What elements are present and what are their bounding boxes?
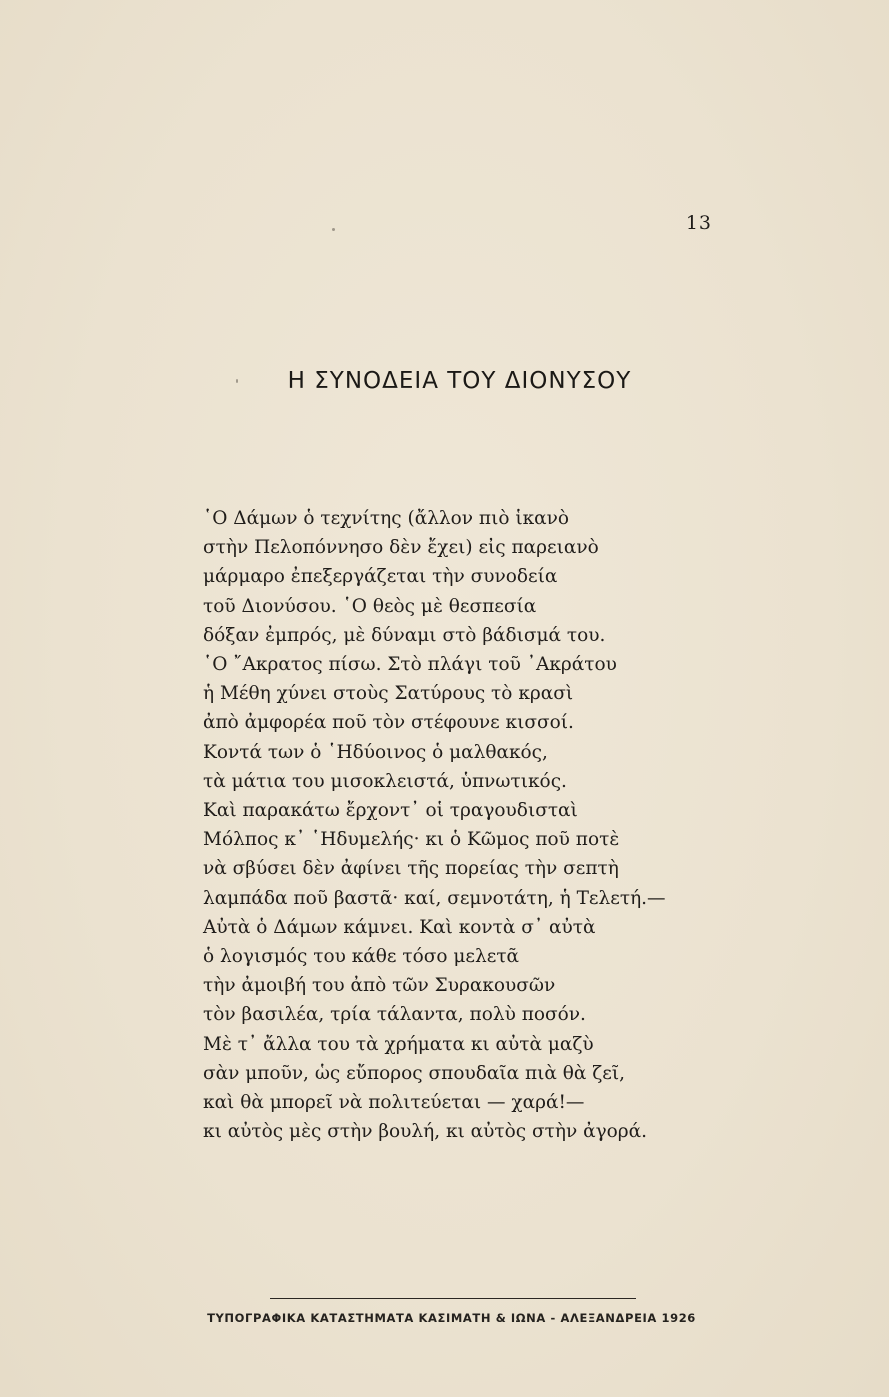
poem-line: τὴν ἀμοιβή του ἀπὸ τῶν Συρακουσῶν <box>203 975 556 997</box>
footer-rule <box>270 1298 636 1299</box>
printer-imprint: ΤΥΠΟΓΡΑΦΙΚΑ ΚΑΤΑΣΤΗΜΑΤΑ ΚΑΣΙΜΑΤΗ & ΙΩΝΑ - ΑΛΕΞΑΝΔΡΕΙΑ 1926 <box>207 1311 696 1325</box>
poem-body <box>203 504 703 1146</box>
poem-line: τοῦ Διονύσου. ῾Ο θεὸς μὲ θεσπεσία <box>203 595 537 617</box>
paper-speck <box>332 228 335 231</box>
poem-line: στὴν Πελοπόννησο δὲν ἔχει) εἰς παρειανὸ <box>203 537 599 559</box>
poem-line: μάρμαρο ἐπεξεργάζεται τὴν συνοδεία <box>203 566 558 588</box>
poem-line: τὰ μάτια του μισοκλειστά, ὑπνωτικός. <box>203 770 567 792</box>
poem-line: Μὲ τ᾿ ἄλλα του τὰ χρήματα κι αὐτὰ μαζὺ <box>203 1033 594 1055</box>
poem-line: ὁ λογισμός του κάθε τόσο μελετᾶ <box>203 946 520 968</box>
poem-line: κι αὐτὸς μὲς στὴν βουλή, κι αὐτὸς στὴν ἀγορά. <box>203 1121 648 1143</box>
poem-line: ἡ Μέθη χύνει στοὺς Σατύρους τὸ κρασὶ <box>203 683 574 705</box>
poem-line: δόξαν ἐμπρός, μὲ δύναμι στὸ βάδισμά του. <box>203 624 606 646</box>
poem-line: Καὶ παρακάτω ἔρχοντ᾿ οἱ τραγουδισταὶ <box>203 800 578 822</box>
poem-line: ἀπὸ ἀμφορέα ποῦ τὸν στέφουνε κισσοί. <box>203 712 574 734</box>
poem-line: λαμπάδα ποῦ βαστᾶ· καί, σεμνοτάτη, ἡ Τελετή.— <box>203 887 666 909</box>
poem-line: νὰ σβύσει δὲν ἀφίνει τῆς πορείας τὴν σεπτὴ <box>203 858 619 880</box>
poem-title: Η ΣΥΝΟΔΕΙΑ ΤΟΥ ΔΙΟΝΥΣΟΥ <box>287 368 632 394</box>
poem-line: ῾Ο Δάμων ὁ τεχνίτης (ἄλλον πιὸ ἱκανὸ <box>203 508 570 529</box>
poem-line: σὰν μποῦν, ὡς εὔπορος σπουδαῖα πιὰ θὰ ζεῖ, <box>203 1062 626 1084</box>
poem-line: ῾Ο ῎Ακρατος πίσω. Στὸ πλάγι τοῦ ᾿Ακράτου <box>203 654 617 676</box>
poem-line: Αὐτὰ ὁ Δάμων κάμνει. Καὶ κοντὰ σ᾿ αὐτὰ <box>203 916 596 938</box>
poem-line: τὸν βασιλέα, τρία τάλαντα, πολὺ ποσόν. <box>203 1004 586 1026</box>
poem-line: Μόλπος κ᾿ ῾Ηδυμελής· κι ὁ Κῶμος ποῦ ποτὲ <box>203 829 620 851</box>
page-number: 13 <box>685 212 712 234</box>
poem-line: καὶ θὰ μπορεῖ νὰ πολιτεύεται — χαρά!— <box>203 1092 585 1114</box>
poem-line: Κοντά των ὁ ῾Ηδύοινος ὁ μαλθακός, <box>203 741 548 763</box>
